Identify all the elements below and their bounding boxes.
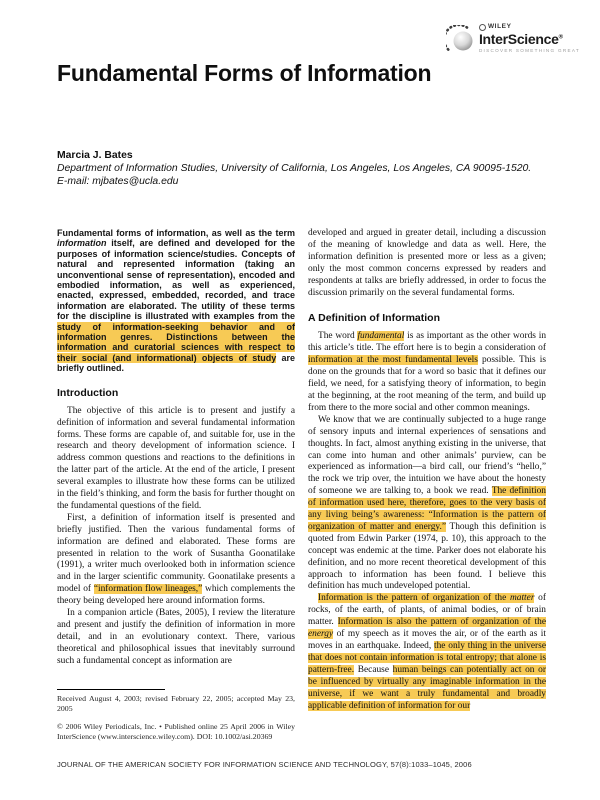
abstract-italic-term: information	[57, 238, 107, 249]
left-column	[57, 228, 295, 742]
registered-mark: ®	[558, 34, 563, 41]
article-title: Fundamental Forms of Information	[57, 60, 432, 86]
highlight-run: Information is the pattern of organization of the	[318, 593, 510, 604]
paragraph-run: The word	[318, 331, 358, 342]
highlight-italic-term: fundamental	[357, 331, 405, 342]
highlight-run: “information flow lineages,”	[93, 584, 203, 595]
highlight-run: the only thing in the universe that does not contain information is total entropy; that alone is pattern-free.	[308, 641, 546, 675]
paragraph: The objective of this article is to present and justify a definition of information and several fundamental information forms. These forms are capable of, and suitable for, use in the research and theory development of information science. I address common questions and reactions to the definitions in the latter part of the article. At the end of the article, I present several examples to illustrate how these forms can be utilized in the field’s thinking, and form the basis for further thought on the fundamental questions of the field.	[57, 405, 295, 511]
paragraph	[308, 415, 546, 594]
interscience-wordmark	[479, 32, 580, 46]
globe-icon	[446, 25, 476, 62]
footnote-rule	[57, 689, 165, 690]
copyright-line: © 2006 Wiley Periodicals, Inc. • Published online 25 April 2006 in Wiley InterScience (www.interscience.wiley.com). DOI: 10.1002/asi.20369	[57, 722, 295, 742]
paragraph-run: We know that we are continually subjected to a huge range of sensory inputs and internal experiences of sensations and thoughts. In fact, almost anything existing in the universe, that can come into human and other animals’ purview, can be experienced as information—a bird call, our friend’s “hello,” the rock we trip over, the intuition we have about the honesty of someone we are talking to, a book we read.	[308, 414, 546, 497]
right-column	[308, 228, 546, 742]
abstract-run: are briefly outlined.	[57, 352, 296, 374]
paragraph	[308, 331, 546, 414]
paragraph-run: First, a definition of information itself is presented and briefly justified. Then the various fundamental forms of information are defined and elaborated. These forms are presented in relation to the work of Susantha Goonatilake (1991), a writer much overlooked both in information science and in the larger scientific community. Goonatilake presents a model of	[57, 512, 295, 595]
definition-heading: A Definition of Information	[308, 312, 441, 325]
paragraph-run: possible. This is done on the grounds that for a word so basic that it defines our field, we need, for a satisfying theory of information, to begin at the beginning, at the root meaning of the term, and build up from there to the more social and other common meanings.	[308, 355, 547, 413]
paragraph	[308, 593, 546, 712]
highlight-italic-term: matter	[509, 593, 535, 604]
paragraph-run: is as important as the other words in this article’s title. The effort here is to begin a consideration of	[308, 331, 547, 354]
highlight-run: information at the most fundamental levels	[308, 355, 478, 366]
logo-text	[479, 24, 580, 53]
abstract-run: Fundamental forms of information, as well as the term	[57, 228, 295, 238]
paragraph: In a companion article (Bates, 2005), I review the literature and present and justify the definition of information in more detail, and in an evolutionary context. There, various theoretical and philosophical issues that inevitably surround such a fundamental concept as information are	[57, 608, 295, 666]
author-name: Marcia J. Bates	[57, 150, 133, 161]
abstract-run: itself, are defined and developed for the purposes of information science/studies. Concepts of natural and represented information (taking an unconventional sense of representation), encoded and embodied information, as well as experienced, enacted, expressed, embedded, recorded, and trace information are elaborated. The utility of these terms for the discipline is illustrated with examples from the	[57, 238, 295, 322]
wiley-brand	[479, 24, 580, 31]
highlight-run: Information is also the pattern of organization of the	[337, 617, 547, 628]
journal-footer: JOURNAL OF THE AMERICAN SOCIETY FOR INFORMATION SCIENCE AND TECHNOLOGY, 57(8):1033–1045, 2006	[57, 760, 472, 769]
author-email: E-mail: mjbates@ucla.edu	[57, 176, 179, 188]
paragraph: developed and argued in greater detail, including a discussion of the meaning of knowledge and data as well. Here, the information definition is presented more or less as a given; only the most common concerns expressed by readers and respondents at talks are briefly addressed, in order to focus the discussion primarily on the several fundamental forms.	[308, 228, 546, 298]
author-block	[57, 149, 531, 189]
paragraph	[57, 513, 295, 608]
paragraph-run: Because	[354, 664, 393, 675]
interscience-label: InterScience	[478, 31, 559, 47]
abstract-highlight: study of information-seeking behavior and of information genres. Distinctions between the information and curatorial sciences with respect to their social (and informational) objects of study	[57, 321, 295, 363]
wiley-brand-label: WILEY	[487, 23, 512, 31]
highlight-run: The definition of information used here, therefore, goes to the very basis of any living being’s awareness: “Information is the pattern of organization of matter and energy.”	[308, 486, 546, 532]
introduction-heading: Introduction	[57, 386, 119, 399]
wiley-colophon-icon	[479, 24, 486, 31]
footnote-block	[57, 689, 295, 742]
paragraph-run: of rocks, of the earth, of plants, of animal bodies, or of brain matter.	[308, 593, 546, 628]
logo-tagline: DISCOVER SOMETHING GREAT	[478, 47, 580, 53]
highlight-italic-term: energy	[308, 629, 334, 640]
article-columns	[57, 228, 547, 742]
wiley-interscience-logo	[446, 24, 580, 62]
received-dates: Received August 4, 2003; revised February 22, 2005; accepted May 23, 2005	[57, 693, 295, 713]
paragraph-run: of my speech as it moves the air, or of the earth as it moves in an earthquake. Indeed,	[308, 629, 546, 651]
highlight-run: human beings can potentially act on or be influenced by virtually any imaginable information in the universe, if we want a truly fundamental and broadly applicable definition of information for our	[308, 664, 546, 711]
abstract	[57, 228, 295, 374]
paragraph-run: Though this definition is quoted from Edwin Parker (1974, p. 10), this approach to the concept was endemic at the time. Parker does not elaborate his definition, and no more recent theoretical development of this approach to information has been found. I believe this definition has much undeveloped potential.	[308, 521, 546, 592]
author-affiliation: Department of Information Studies, University of California, Los Angeles, Los Angeles, CA 90095-1520.	[57, 163, 532, 175]
paragraph-run: which complements the theory being developed here around information forms.	[57, 584, 296, 607]
